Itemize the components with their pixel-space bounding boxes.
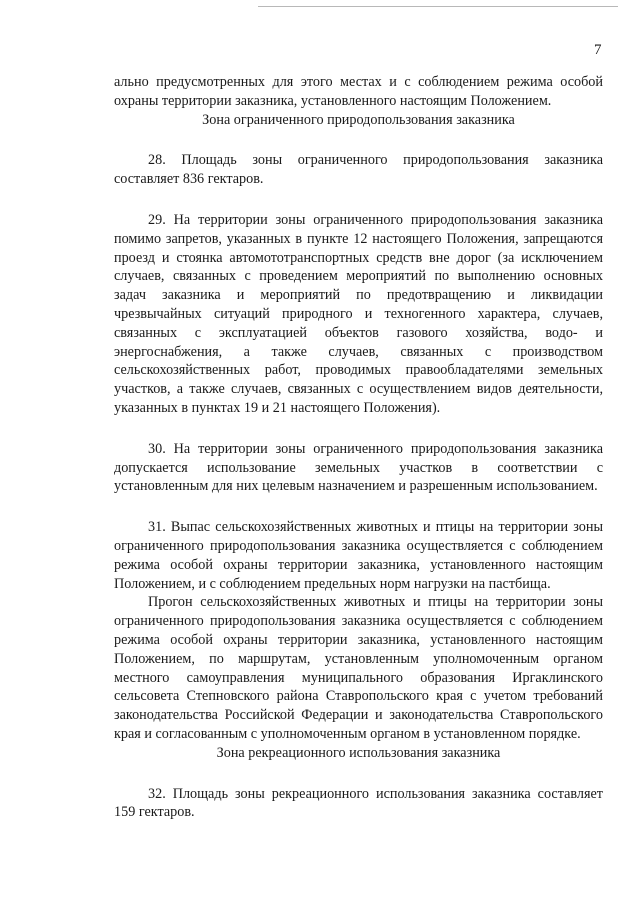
paragraph-31-continued: Прогон сельскохозяйственных животных и птицы на территории зоны ограниченного природопользования заказника осуществляется с соблюдением режима особой охраны территории заказника, установленного настоящим Положением, по маршрутам, установленным уполномоченным органом местного самоуправления муниципального образования Иргаклинского сельсовета Степновского района Ставропольского края с учетом требований законодательства Российской Федерации и законодательства Ставропольского края и согласованным с уполномоченным органом в установленном порядке. bbox=[114, 594, 603, 742]
document-body bbox=[114, 73, 603, 822]
paragraph-28: 28. Площадь зоны ограниченного природопользования заказника составляет 836 гектаров. bbox=[114, 152, 603, 188]
paragraph-29: 29. На территории зоны ограниченного природопользования заказника помимо запретов, указанных в пункте 12 настоящего Положения, запрещаются проезд и стоянка автомототранспортных средств вне дорог (за исключением случаев, связанных с проведением мероприятий по выполнению основных задач заказника и мероприятий по предотвращению и ликвидации чрезвычайных ситуаций природного и техногенного характера, случаев, связанных с эксплуатацией объектов газового хозяйства, водо- и энергоснабжения, а также случаев, связанных с производством сельскохозяйственных работ, проводимых правообладателями земельных участков, а также случаев, связанных с осуществлением видов деятельности, указанных в пунктах 19 и 21 настоящего Положения). bbox=[114, 211, 603, 416]
paragraph-31: 31. Выпас сельскохозяйственных животных и птицы на территории зоны ограниченного природопользования заказника осуществляется с соблюдением режима особой охраны территории заказника, установленного настоящим Положением, и с соблюдением предельных норм нагрузки на пастбища. bbox=[114, 519, 603, 592]
section-heading-recreation-zone: Зона рекреационного использования заказника bbox=[216, 744, 501, 761]
paragraph-32: 32. Площадь зоны рекреационного использования заказника составляет 159 гектаров. bbox=[114, 785, 603, 821]
scan-artifact-line bbox=[258, 6, 618, 7]
paragraph-30: 30. На территории зоны ограниченного природопользования заказника допускается использование земельных участков в соответствии с установленным для них целевым назначением и разрешенным использованием. bbox=[114, 440, 603, 495]
page-number: 7 bbox=[594, 42, 602, 58]
section-heading-limited-use-zone: Зона ограниченного природопользования заказника bbox=[202, 111, 515, 128]
paragraph-continuation: ально предусмотренных для этого местах и с соблюдением режима особой охраны территории заказника, установленного настоящим Положением. bbox=[114, 74, 603, 109]
